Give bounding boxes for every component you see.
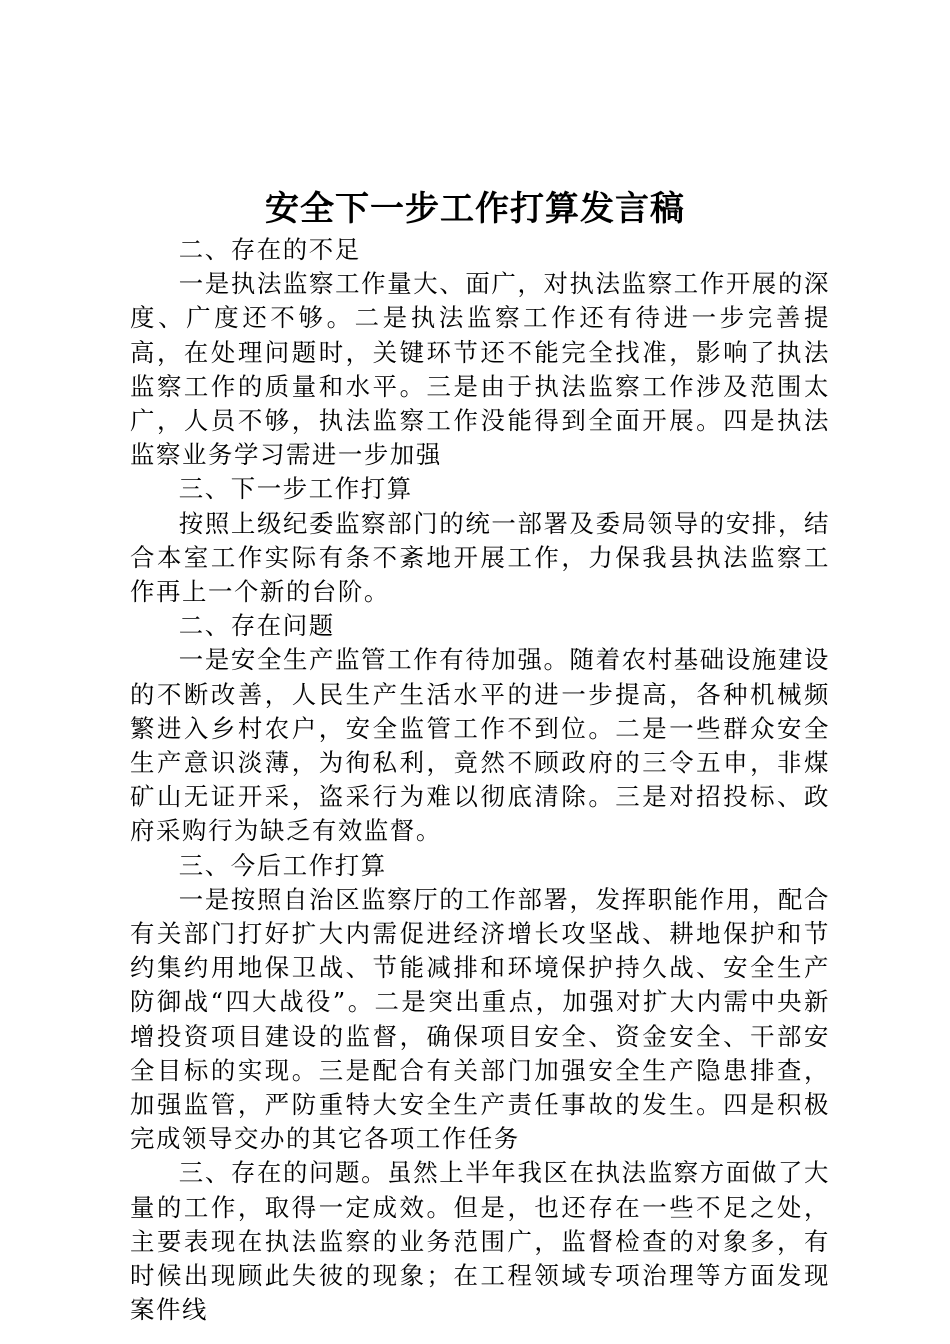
body-paragraph: 一是按照自治区监察厅的工作部署，发挥职能作用，配合有关部门打好扩大内需促进经济增长攻坚战、耕地保护和节约集约用地保卫战、节能减排和环境保护持久战、安全生产防御战“四大战役”。二是突出重点，加强对扩大内需中央新增投资项目建设的监督，确保项目安全、资金安全、干部安全目标的实现。三是配合有关部门加强安全生产隐患排查，加强监管，严防重特大安全生产责任事故的发生。四是积极完成领导交办的其它各项工作任务 — [130, 884, 830, 1154]
body-paragraph: 按照上级纪委监察部门的统一部署及委局领导的安排，结合本室工作实际有条不紊地开展工作，力保我县执法监察工作再上一个新的台阶。 — [130, 508, 830, 607]
document-title: 安全下一步工作打算发言稿 — [265, 189, 685, 229]
section-heading: 二、存在问题 — [178, 611, 335, 641]
section-heading: 三、今后工作打算 — [178, 850, 387, 880]
body-paragraph: 一是执法监察工作量大、面广，对执法监察工作开展的深度、广度还不够。二是执法监察工作还有待进一步完善提高，在处理问题时，关键环节还不能完全找准，影响了执法监察工作的质量和水平。三是由于执法监察工作涉及范围太广，人员不够，执法监察工作没能得到全面开展。四是执法监察业务学习需进一步加强 — [130, 269, 830, 470]
document-body — [130, 233, 830, 1328]
body-paragraph: 三、存在的问题。虽然上半年我区在执法监察方面做了大量的工作，取得一定成效。但是，也还存在一些不足之处，主要表现在执法监察的业务范围广，监督检查的对象多，有时候出现顾此失彼的现象；在工程领域专项治理等方面发现案件线 — [130, 1158, 830, 1325]
section-heading: 三、下一步工作打算 — [178, 474, 413, 504]
section-heading: 二、存在的不足 — [178, 235, 361, 264]
body-paragraph: 一是安全生产监管工作有待加强。随着农村基础设施建设的不断改善，人民生产生活水平的进一步提高，各种机械频繁进入乡村农户，安全监管工作不到位。二是一些群众安全生产意识淡薄，为徇私利，竟然不顾政府的三令五申，非煤矿山无证开采，盗采行为难以彻底清除。三是对招投标、政府采购行为缺乏有效监督。 — [130, 645, 830, 846]
